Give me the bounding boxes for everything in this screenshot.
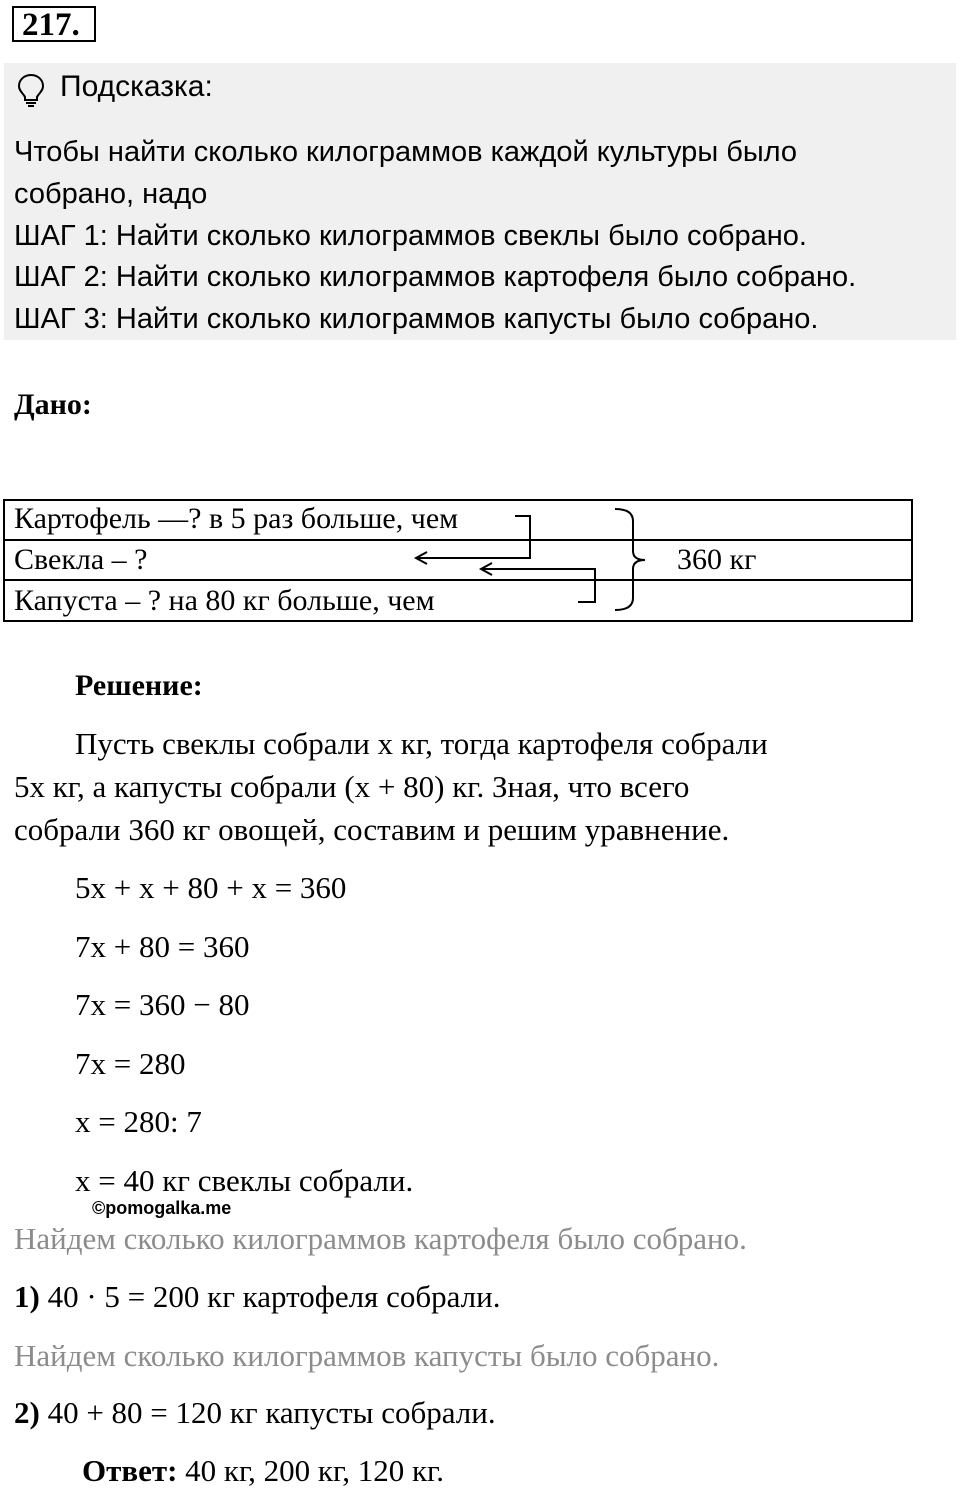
- step-1-line: [14, 1279, 500, 1315]
- watermark: ©pomogalka.me: [92, 1198, 232, 1218]
- step-2-hint: Найдем сколько килограммов капусты было собрано.: [14, 1338, 720, 1373]
- step-text: Найти сколько килограммов капусты было собрано.: [107, 303, 819, 335]
- hint-title: Подсказка:: [60, 70, 213, 103]
- given-title: Дано:: [14, 388, 92, 421]
- step-label: ШАГ 2:: [14, 261, 108, 293]
- equation-3: 7x = 360 − 80: [75, 987, 250, 1022]
- solution-para-line-3: собрали 360 кг овощей, составим и решим уравнение.: [14, 812, 730, 847]
- equation-2: 7x + 80 = 360: [75, 929, 250, 964]
- equation-5: x = 280: 7: [75, 1104, 202, 1139]
- step-label: ШАГ 3:: [14, 303, 108, 335]
- step-text: Найти сколько килограммов свеклы было собрано.: [107, 220, 807, 252]
- answer-line: [82, 1453, 444, 1489]
- step-label: ШАГ 1:: [14, 220, 108, 252]
- equation-6: x = 40 кг свеклы собрали.: [75, 1163, 414, 1198]
- step-1-text: 40 · 5 = 200 кг картофеля собрали.: [39, 1279, 501, 1314]
- lightbulb-icon: [14, 72, 48, 108]
- step-1-hint: Найдем сколько килограммов картофеля было собрано.: [14, 1221, 747, 1256]
- solution-para-line-1: Пусть свеклы собрали x кг, тогда картофеля собрали: [75, 726, 768, 761]
- hint-intro-line-2: собрано, надо: [14, 178, 208, 210]
- given-row-beet: Свекла – ?: [14, 543, 148, 576]
- step-2-line: [14, 1395, 496, 1431]
- answer-label: Ответ:: [82, 1453, 178, 1488]
- hint-step-1: [14, 220, 807, 253]
- given-row-cabbage: Капуста – ? на 80 кг больше, чем: [14, 584, 435, 617]
- step-text: Найти сколько килограммов картофеля было собрано.: [107, 261, 857, 293]
- solution-para-line-2: 5x кг, а капусты собрали (x + 80) кг. Зная, что всего: [14, 769, 690, 804]
- step-1-label: 1): [14, 1279, 40, 1314]
- step-2-label: 2): [14, 1395, 40, 1430]
- given-row-potato: Картофель —? в 5 раз больше, чем: [14, 502, 459, 535]
- problem-number: 217.: [12, 6, 96, 42]
- step-2-text: 40 + 80 = 120 кг капусты собрали.: [39, 1395, 496, 1430]
- equation-4: 7x = 280: [75, 1046, 186, 1081]
- given-total: 360 кг: [677, 543, 757, 576]
- equation-1: 5x + x + 80 + x = 360: [75, 870, 347, 905]
- solution-title: Решение:: [75, 669, 203, 702]
- hint-step-2: [14, 261, 856, 294]
- answer-text: 40 кг, 200 кг, 120 кг.: [177, 1453, 444, 1488]
- hint-step-3: [14, 303, 818, 336]
- hint-intro-line-1: Чтобы найти сколько килограммов каждой культуры было: [14, 136, 798, 168]
